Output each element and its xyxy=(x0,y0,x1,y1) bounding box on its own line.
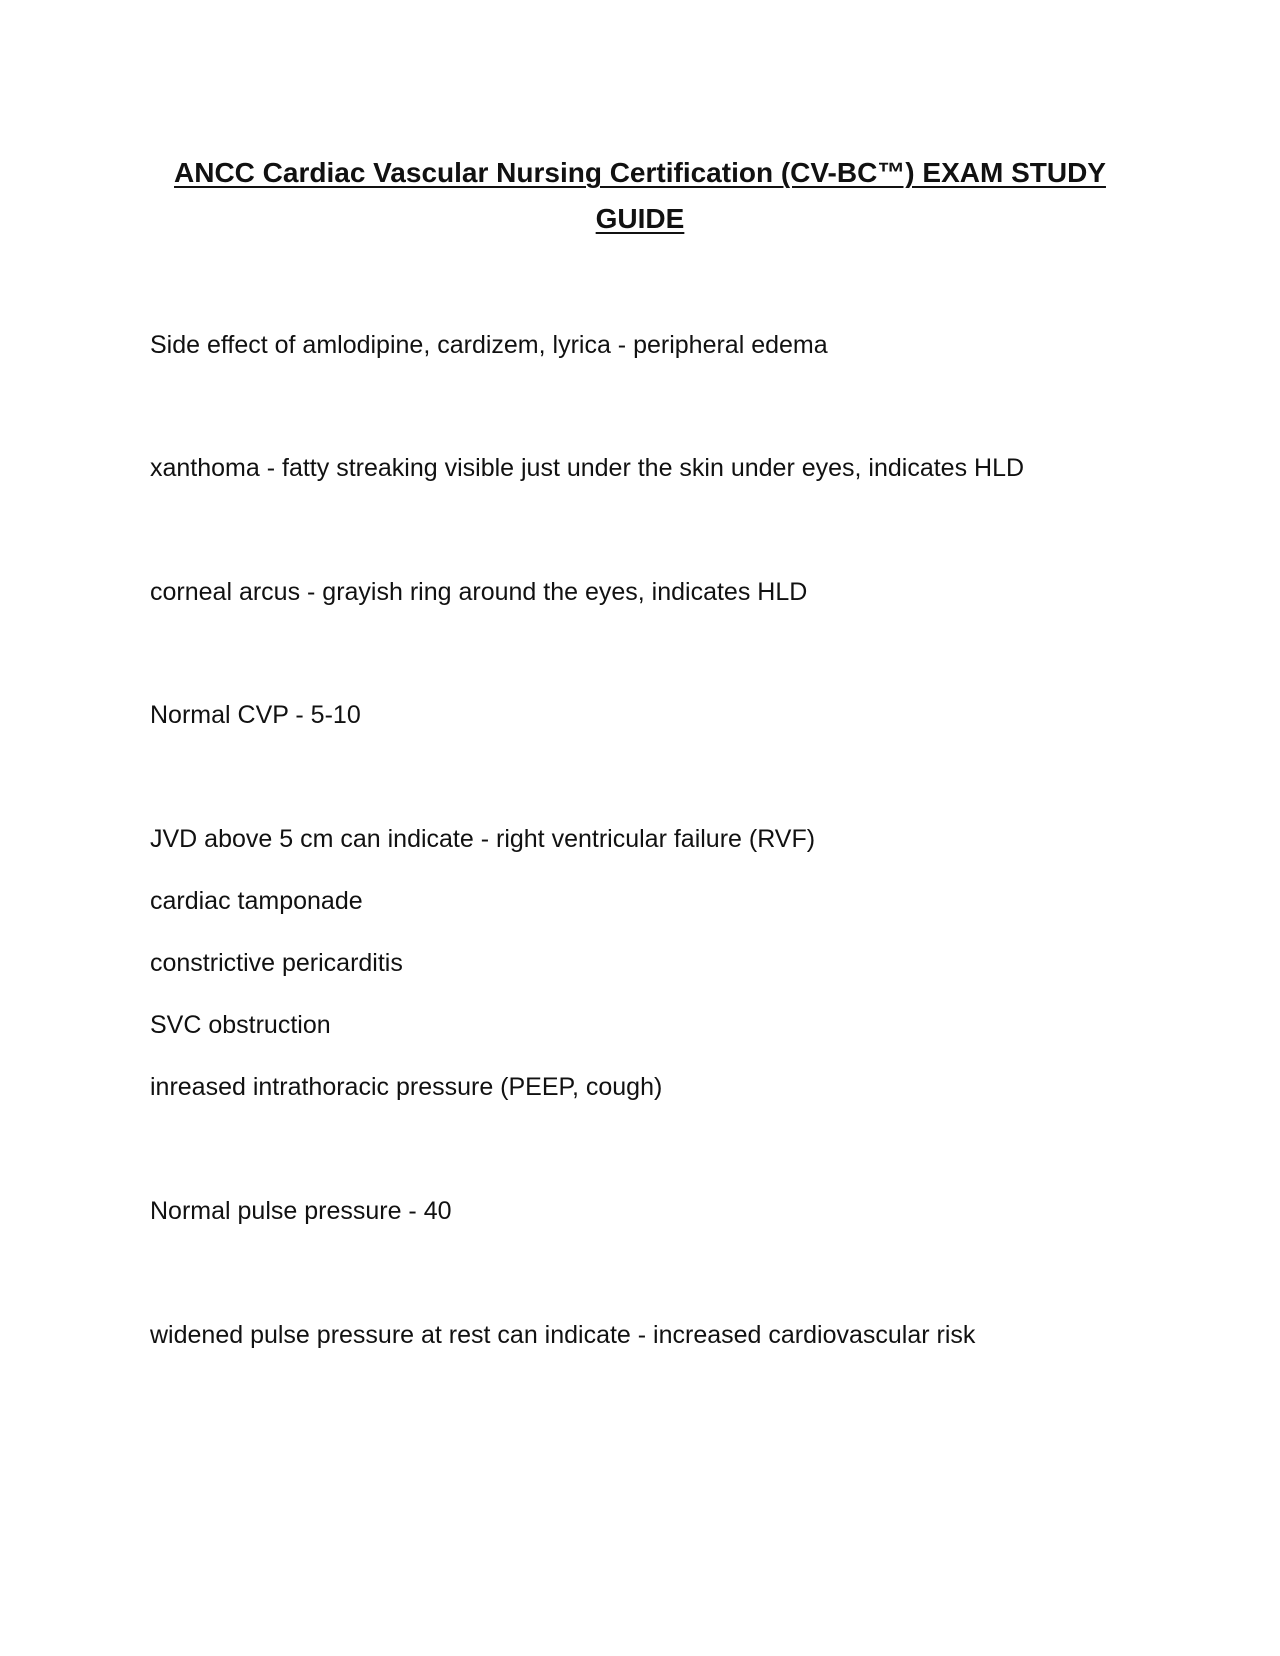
note-line: Normal CVP - 5-10 xyxy=(150,701,361,729)
note-line: constrictive pericarditis xyxy=(150,949,403,977)
note-line: SVC obstruction xyxy=(150,1011,331,1039)
note-line: Side effect of amlodipine, cardizem, lyrica - peripheral edema xyxy=(150,331,828,359)
note-line: JVD above 5 cm can indicate - right ventricular failure (RVF) xyxy=(150,825,816,853)
note-line: inreased intrathoracic pressure (PEEP, cough) xyxy=(150,1073,663,1101)
note-line: Normal pulse pressure - 40 xyxy=(150,1197,452,1225)
note-line: xanthoma - fatty streaking visible just under the skin under eyes, indicates HLD xyxy=(150,454,1025,482)
note-line: widened pulse pressure at rest can indicate - increased cardiovascular risk xyxy=(150,1321,976,1349)
note-line: cardiac tamponade xyxy=(150,887,363,915)
document-title: ANCC Cardiac Vascular Nursing Certification (CV-BC™) EXAM STUDY GUIDE xyxy=(174,157,1106,234)
note-line: corneal arcus - grayish ring around the eyes, indicates HLD xyxy=(150,578,808,606)
